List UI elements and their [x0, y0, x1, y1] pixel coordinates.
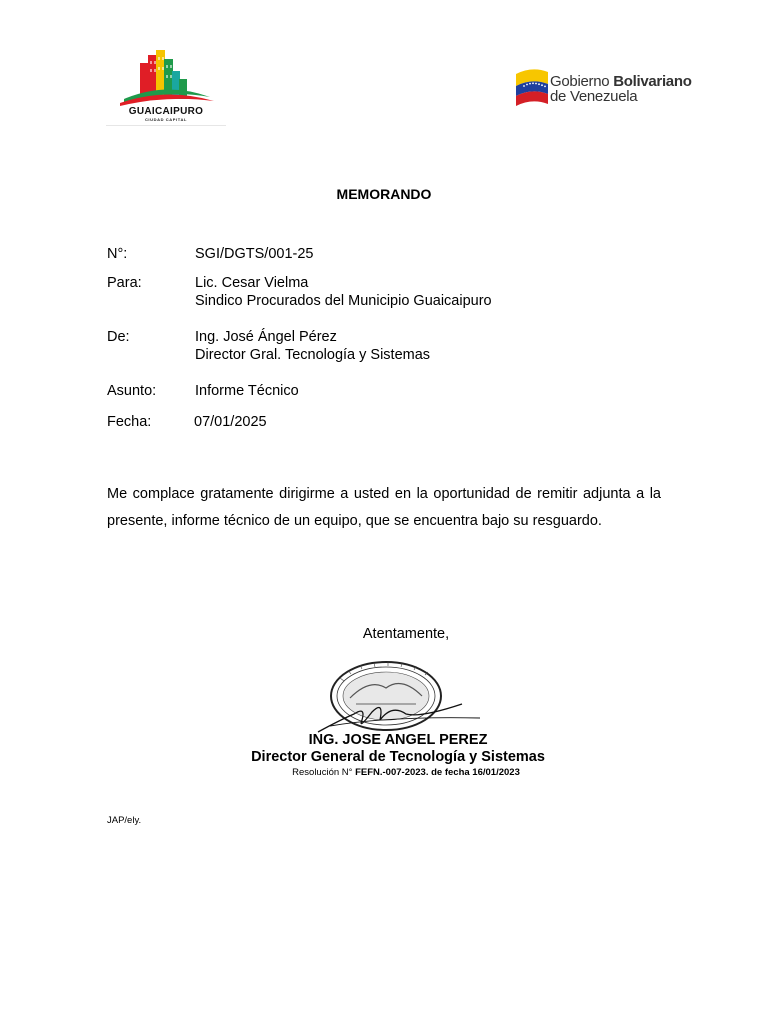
- closing: Atentamente,: [362, 626, 450, 642]
- resolution-number: FEFN.-007-2023: [355, 767, 426, 778]
- resolution-suffix: . de fecha 16/01/2023: [425, 767, 520, 778]
- logo-subtitle: CIUDAD CAPITAL: [144, 117, 188, 122]
- from-name: Ing. José Ángel Pérez: [195, 329, 337, 345]
- city-buildings-icon: [106, 47, 226, 107]
- reference-initials: JAP/ely.: [107, 815, 142, 826]
- venezuela-flag-icon: [514, 64, 550, 108]
- signer-title: Director General de Tecnología y Sistemas: [251, 749, 545, 765]
- resolution-line: [0, 767, 768, 778]
- memo-body: Me complace gratamente dirigirme a usted en la oportunidad de remitir adjunta a la presente, informe técnico de un equipo, que se encuentra bajo su resguardo.: [107, 486, 661, 529]
- resolution-prefix: Resolución N°: [292, 767, 356, 778]
- to-label: Para:: [107, 275, 142, 291]
- to-name: Lic. Cesar Vielma: [195, 275, 309, 291]
- logo-line1-regular: Gobierno: [550, 73, 614, 90]
- logo-name: GUAICAIPURO: [128, 106, 204, 117]
- date-label: Fecha:: [107, 414, 152, 430]
- from-position: Director Gral. Tecnología y Sistemas: [195, 347, 431, 363]
- official-seal-icon: [310, 656, 490, 736]
- logo-line1-bold: Bolivariano: [613, 73, 692, 90]
- memo-title: MEMORANDO: [336, 186, 432, 202]
- logo-line2: de Venezuela: [550, 88, 638, 105]
- signer-name: ING. JOSE ANGEL PEREZ: [308, 732, 488, 748]
- guaicaipuro-logo: [106, 47, 226, 126]
- date-value: 07/01/2025: [194, 414, 267, 430]
- number-value: SGI/DGTS/001-25: [195, 246, 314, 262]
- to-position: Sindico Procurados del Municipio Guaicaipuro: [195, 293, 492, 309]
- subject-value: Informe Técnico: [195, 383, 299, 399]
- number-label: N°:: [107, 246, 128, 262]
- from-label: De:: [107, 329, 130, 345]
- gobierno-bolivariano-logo: [512, 60, 712, 116]
- subject-label: Asunto:: [107, 383, 157, 399]
